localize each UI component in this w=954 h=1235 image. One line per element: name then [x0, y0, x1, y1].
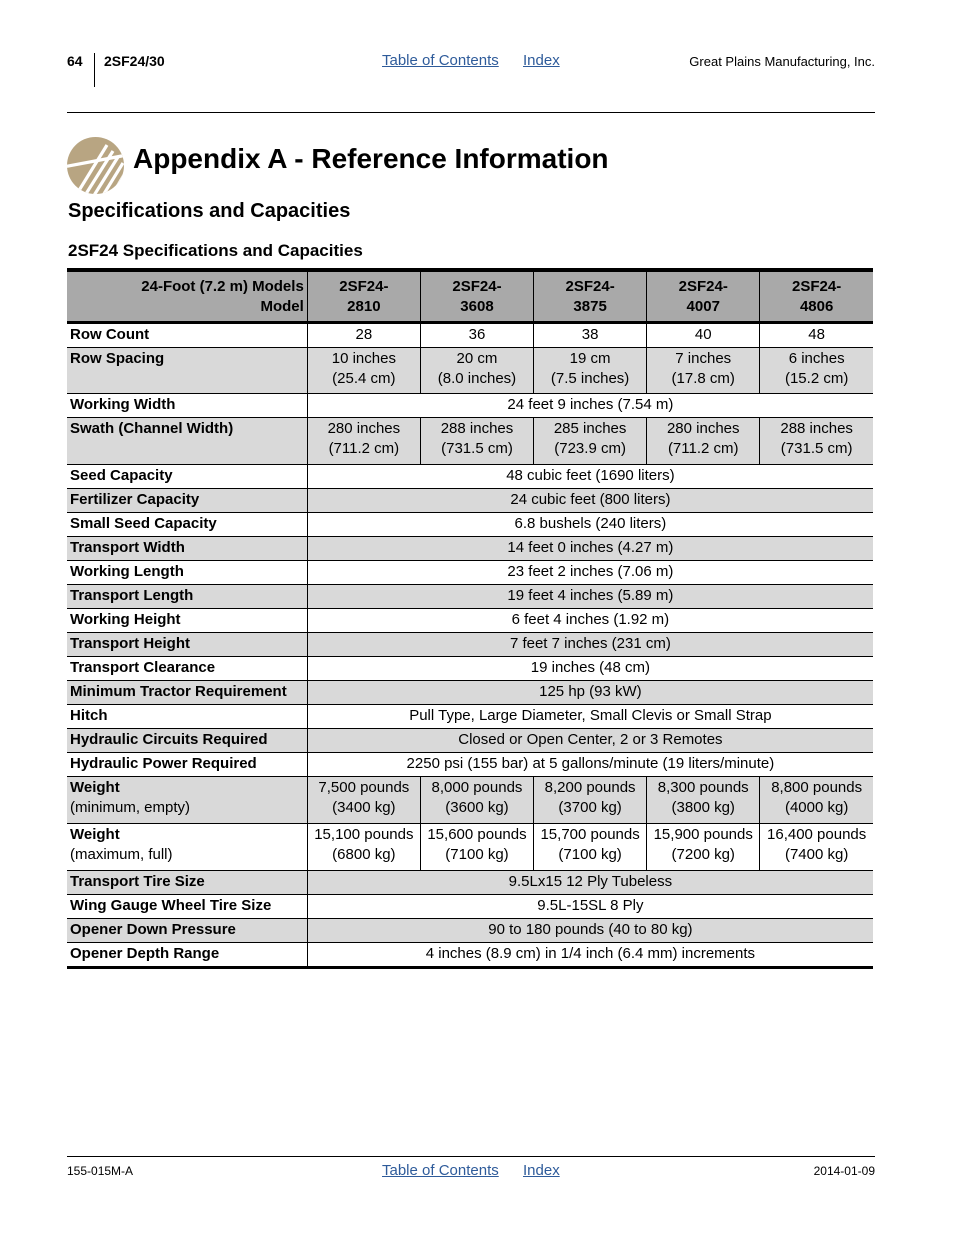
row-label — [67, 777, 307, 824]
row-label-text: Working Height — [70, 611, 181, 628]
value-line: 16,400 pounds — [767, 826, 867, 843]
section-heading: Specifications and Capacities — [68, 200, 351, 222]
table-row — [67, 513, 873, 537]
table-row — [67, 824, 873, 871]
row-label-text: Working Width — [70, 396, 176, 413]
row-label-text: Transport Tire Size — [70, 873, 205, 890]
value-cell — [760, 824, 873, 871]
spanned-value-cell: 6.8 bushels (240 liters) — [307, 513, 873, 537]
table-row — [67, 943, 873, 968]
value-line: (8.0 inches) — [437, 370, 517, 387]
value-line: 7 inches — [675, 350, 732, 367]
spanned-value-cell: 9.5Lx15 12 Ply Tubeless — [307, 871, 873, 895]
row-label — [67, 895, 307, 919]
value-line: (731.5 cm) — [780, 440, 853, 457]
model-line1: 2SF24- — [565, 277, 615, 295]
row-label-text: Transport Width — [70, 539, 185, 556]
row-label — [67, 323, 307, 348]
value-line: (7200 kg) — [671, 846, 735, 863]
table-row — [67, 394, 873, 418]
value-line: 8,000 pounds — [431, 779, 523, 796]
index-link-bottom[interactable]: Index — [523, 1162, 560, 1179]
value-cell — [647, 777, 760, 824]
row-label-text: Hitch — [70, 707, 108, 724]
spanned-value-cell: 6 feet 4 inches (1.92 m) — [307, 609, 873, 633]
value-cell — [760, 418, 873, 465]
value-line: 10 inches — [331, 350, 396, 367]
value-cell — [307, 348, 420, 394]
row-label — [67, 513, 307, 537]
spanned-value-cell: 24 feet 9 inches (7.54 m) — [307, 394, 873, 418]
value-line: 280 inches — [327, 420, 401, 437]
table-row — [67, 609, 873, 633]
row-label — [67, 585, 307, 609]
spanned-value-cell: 14 feet 0 inches (4.27 m) — [307, 537, 873, 561]
value-line: 6 inches — [788, 350, 845, 367]
value-line: 288 inches — [440, 420, 514, 437]
table-row — [67, 633, 873, 657]
value-line: 288 inches — [780, 420, 853, 437]
value-cell — [647, 418, 760, 465]
model-line2: 2810 — [347, 297, 381, 315]
subsection-heading: 2SF24 Specifications and Capacities — [68, 241, 363, 260]
row-label — [67, 943, 307, 968]
model-header — [420, 270, 533, 323]
spanned-value-cell: 23 feet 2 inches (7.06 m) — [307, 561, 873, 585]
model-header — [307, 270, 420, 323]
value-cell — [534, 777, 647, 824]
table-row — [67, 465, 873, 489]
value-line: (731.5 cm) — [441, 440, 513, 457]
row-label — [67, 537, 307, 561]
model-line2: 3608 — [460, 297, 494, 315]
model-header — [760, 270, 873, 323]
footer-rule — [67, 1156, 875, 1157]
header-divider — [94, 53, 95, 87]
value-line: (3700 kg) — [558, 799, 622, 816]
page-title: Appendix A - Reference Information — [133, 143, 609, 174]
value-line: 280 inches — [666, 420, 740, 437]
row-label-text: Row Count — [70, 326, 150, 343]
value-cell: 28 — [307, 323, 420, 348]
value-cell — [647, 824, 760, 871]
value-line: (6800 kg) — [332, 846, 396, 863]
row-label — [67, 871, 307, 895]
model-line2: 4007 — [686, 297, 720, 315]
row-label — [67, 824, 307, 871]
model-line1: 2SF24- — [339, 277, 389, 295]
value-cell — [307, 777, 420, 824]
spanned-value-cell: Closed or Open Center, 2 or 3 Remotes — [307, 729, 873, 753]
value-line: (723.9 cm) — [554, 440, 626, 457]
row-label-text: Hydraulic Power Required — [70, 755, 257, 772]
spanned-value-cell: 48 cubic feet (1690 liters) — [307, 465, 873, 489]
row-label-text: Row Spacing — [70, 350, 165, 367]
row-label-text: Small Seed Capacity — [70, 515, 217, 532]
value-line: (711.2 cm) — [328, 440, 400, 457]
value-cell: 48 — [760, 323, 873, 348]
header-rule — [67, 112, 875, 113]
row-label-text: Opener Down Pressure — [70, 921, 236, 938]
value-cell: 36 — [420, 323, 533, 348]
header-model: 2SF24/30 — [104, 53, 165, 69]
header-label-line2: Model — [260, 297, 304, 315]
table-row — [67, 729, 873, 753]
value-cell — [420, 418, 533, 465]
table-row — [67, 895, 873, 919]
footer-doc-number: 155-015M-A — [67, 1164, 134, 1178]
header-label-cell — [67, 270, 307, 323]
spanned-value-cell: 2250 psi (155 bar) at 5 gallons/minute (19 liters/minute) — [307, 753, 873, 777]
value-line: 7,500 pounds — [318, 779, 410, 796]
row-label — [67, 753, 307, 777]
value-cell — [307, 418, 420, 465]
value-line: 8,300 pounds — [657, 779, 749, 796]
value-line: (7100 kg) — [445, 846, 509, 863]
table-row — [67, 585, 873, 609]
value-line: 15,900 pounds — [653, 826, 753, 843]
toc-link-bottom[interactable]: Table of Contents — [382, 1162, 499, 1179]
value-cell — [534, 348, 647, 394]
spanned-value-cell: 19 inches (48 cm) — [307, 657, 873, 681]
value-cell — [534, 824, 647, 871]
row-label — [67, 705, 307, 729]
toc-link-top[interactable]: Table of Contents — [382, 52, 499, 69]
value-line: 8,200 pounds — [544, 779, 636, 796]
value-line: (15.2 cm) — [784, 370, 849, 387]
value-cell — [534, 418, 647, 465]
row-label — [67, 489, 307, 513]
table-row — [67, 489, 873, 513]
row-label-text: Working Length — [70, 563, 184, 580]
spanned-value-cell: 4 inches (8.9 cm) in 1/4 inch (6.4 mm) increments — [307, 943, 873, 968]
row-label-text: Transport Height — [70, 635, 191, 652]
value-line: 285 inches — [553, 420, 627, 437]
row-label-text: Weight — [70, 826, 120, 843]
value-line: (3400 kg) — [332, 799, 396, 816]
row-label-text: Minimum Tractor Requirement — [70, 683, 287, 700]
table-row — [67, 418, 873, 465]
value-line: (7400 kg) — [784, 846, 849, 863]
row-label — [67, 465, 307, 489]
value-line: 8,800 pounds — [771, 779, 863, 796]
table-header-row — [67, 270, 873, 323]
row-label-text: Fertilizer Capacity — [70, 491, 200, 508]
value-line: 20 cm — [456, 350, 498, 367]
spanned-value-cell: 19 feet 4 inches (5.89 m) — [307, 585, 873, 609]
table-row — [67, 681, 873, 705]
index-link-top[interactable]: Index — [523, 52, 560, 69]
value-cell: 40 — [647, 323, 760, 348]
value-cell — [760, 777, 873, 824]
value-line: (17.8 cm) — [671, 370, 735, 387]
model-line2: 3875 — [573, 297, 607, 315]
row-sublabel: (minimum, empty) — [70, 799, 191, 816]
table-row — [67, 705, 873, 729]
row-label-text: Wing Gauge Wheel Tire Size — [70, 897, 272, 914]
row-label — [67, 609, 307, 633]
header-label-line1: 24-Foot (7.2 m) Models — [141, 277, 304, 295]
row-label — [67, 919, 307, 943]
table-row — [67, 537, 873, 561]
value-line: 15,700 pounds — [540, 826, 640, 843]
row-label-text: Hydraulic Circuits Required — [70, 731, 268, 748]
row-label — [67, 657, 307, 681]
great-plains-logo-icon — [67, 137, 124, 194]
value-line: (711.2 cm) — [667, 440, 739, 457]
value-line: 15,600 pounds — [427, 826, 527, 843]
row-label — [67, 394, 307, 418]
value-cell — [420, 348, 533, 394]
value-cell — [420, 824, 533, 871]
value-cell — [647, 348, 760, 394]
spanned-value-cell: 90 to 180 pounds (40 to 80 kg) — [307, 919, 873, 943]
value-line: 19 cm — [569, 350, 611, 367]
table-row — [67, 657, 873, 681]
table-row — [67, 871, 873, 895]
row-label — [67, 633, 307, 657]
model-line1: 2SF24- — [452, 277, 502, 295]
model-header — [647, 270, 760, 323]
row-label — [67, 418, 307, 465]
value-cell — [760, 348, 873, 394]
spanned-value-cell: 7 feet 7 inches (231 cm) — [307, 633, 873, 657]
row-label-text: Swath (Channel Width) — [70, 420, 234, 437]
value-cell — [420, 777, 533, 824]
value-line: (25.4 cm) — [332, 370, 396, 387]
row-label-text: Opener Depth Range — [70, 945, 220, 962]
row-label-text: Weight — [70, 779, 120, 796]
spanned-value-cell: 24 cubic feet (800 liters) — [307, 489, 873, 513]
row-sublabel: (maximum, full) — [70, 846, 173, 863]
model-line2: 4806 — [799, 297, 834, 315]
table-row — [67, 753, 873, 777]
row-label-text: Transport Length — [70, 587, 194, 604]
row-label — [67, 729, 307, 753]
row-label-text: Transport Clearance — [70, 659, 216, 676]
row-label — [67, 681, 307, 705]
value-line: (3600 kg) — [445, 799, 509, 816]
spanned-value-cell: Pull Type, Large Diameter, Small Clevis or Small Strap — [307, 705, 873, 729]
value-cell: 38 — [534, 323, 647, 348]
model-line1: 2SF24- — [792, 277, 842, 295]
model-line1: 2SF24- — [678, 277, 728, 295]
table-row — [67, 323, 873, 348]
value-line: (4000 kg) — [784, 799, 849, 816]
value-line: (3800 kg) — [671, 799, 735, 816]
table-row — [67, 919, 873, 943]
table-row — [67, 348, 873, 394]
table-row — [67, 561, 873, 585]
footer-date: 2014-01-09 — [813, 1164, 875, 1178]
value-line: 15,100 pounds — [314, 826, 414, 843]
row-label — [67, 348, 307, 394]
value-line: (7100 kg) — [558, 846, 622, 863]
value-line: (7.5 inches) — [550, 370, 630, 387]
specifications-table — [67, 268, 873, 969]
header-company: Great Plains Manufacturing, Inc. — [689, 54, 875, 69]
page-number: 64 — [67, 53, 83, 69]
row-label-text: Seed Capacity — [70, 467, 173, 484]
model-header — [534, 270, 647, 323]
spanned-value-cell: 9.5L-15SL 8 Ply — [307, 895, 873, 919]
table-row — [67, 777, 873, 824]
spanned-value-cell: 125 hp (93 kW) — [307, 681, 873, 705]
row-label — [67, 561, 307, 585]
value-cell — [307, 824, 420, 871]
